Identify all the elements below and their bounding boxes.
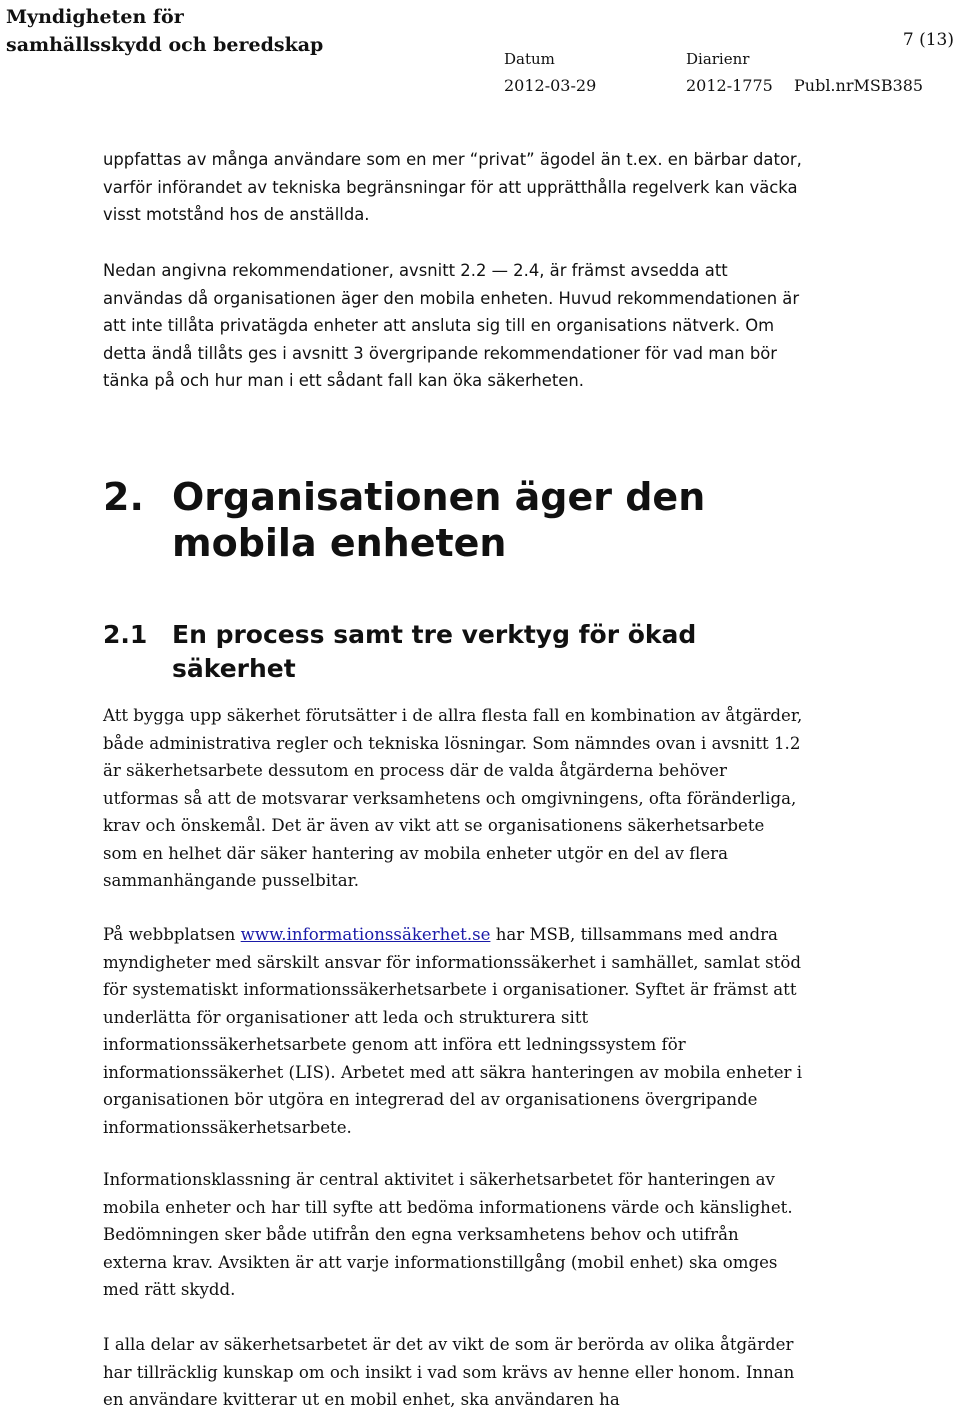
paragraph-recommendations: Nedan angivna rekommendationer, avsnitt 2.2 — 2.4, är främst avsedda att användas då organisationen äger den mobila enheten. Huvud rekommendationen är att inte tillåta privatägda enheter att ansluta sig till en organisations nätverk. Om detta ändå tillåts ges i avsnitt 3 övergripande rekommendationer för vad man bör tänka på och hur man i ett sådant fall kan öka säkerheten. (103, 261, 800, 390)
section-number: 2. (103, 475, 144, 519)
page-number: 7 (13) (902, 30, 954, 50)
subsection-number: 2.1 (103, 620, 148, 649)
date-label: Datum (504, 50, 555, 68)
paragraph-security-process: Att bygga upp säkerhet förutsätter i de allra flesta fall en kombination av åtgärder, både administrativa regler och tekniska lösningar. Som nämndes ovan i avsnitt 1.2 är säkerhetsarbete dessutom en process där de valda åtgärderna behöver utformas så att de motsvarar verksamhetens och omgivningens, ofta föränderliga, krav och önskemål. Det är även av vikt att se organisationens säkerhetsarbete som en helhet där säker hantering av mobila enheter utgör en del av flera sammanhängande pusselbitar. (103, 706, 803, 890)
website-link[interactable]: www.informationssäkerhet.se (240, 925, 491, 944)
diarienr-value: 2012-1775 (686, 76, 773, 95)
paragraph-continuation: uppfattas av många användare som en mer “privat” ägodel än t.ex. en bärbar dator, varför införandet av tekniska begränsningar för att upprätthålla regelverk kan väcka visst motstånd hos de anställda. (103, 150, 802, 224)
subsection-heading-2-1 (103, 618, 772, 686)
organization-name: Myndigheten för samhällsskydd och beredskap (6, 6, 324, 56)
page-header (0, 0, 960, 110)
section-heading-2 (103, 474, 732, 566)
paragraph-website-intro: På webbplatsen (103, 925, 241, 944)
section-title: Organisationen äger den mobila enheten (172, 475, 706, 565)
subsection-title: En process samt tre verktyg för ökad säkerhet (172, 620, 697, 683)
paragraph-website-body: har MSB, tillsammans med andra myndigheter med särskilt ansvar för informationssäkerhet i samhället, samlat stöd för systematiskt informationssäkerhetsarbete i organisationer. Syftet är främst att underlätta för organisationer att leda och strukturera sitt informationssäkerhetsarbete genom att införa ett ledningssystem för informationssäkerhet (LIS). Arbetet med att säkra hanteringen av mobila enheter i organisationen bör utgöra en integrerad del av organisationens övergripande informationssäkerhetsarbete. (103, 925, 803, 1137)
paragraph-knowledge: I alla delar av säkerhetsarbetet är det av vikt de som är berörda av olika åtgärder har tillräcklig kunskap om och insikt i vad som krävs av henne eller honom. Innan en användare kvitterar ut en mobil enhet, ska användaren ha (103, 1335, 795, 1409)
publication-number: Publ.nrMSB385 (794, 76, 924, 95)
diarienr-label: Diarienr (686, 50, 750, 68)
paragraph-information-classification: Informationsklassning är central aktivitet i säkerhetsarbetet för hanteringen av mobila enheter och har till syfte att bedöma informationens värde och känslighet. Bedömningen sker både utifrån den egna verksamhetens behov och utifrån externa krav. Avsikten är att varje informationstillgång (mobil enhet) ska omges med rätt skydd. (103, 1170, 793, 1299)
paragraph-website (103, 921, 803, 1141)
date-value: 2012-03-29 (504, 76, 597, 95)
